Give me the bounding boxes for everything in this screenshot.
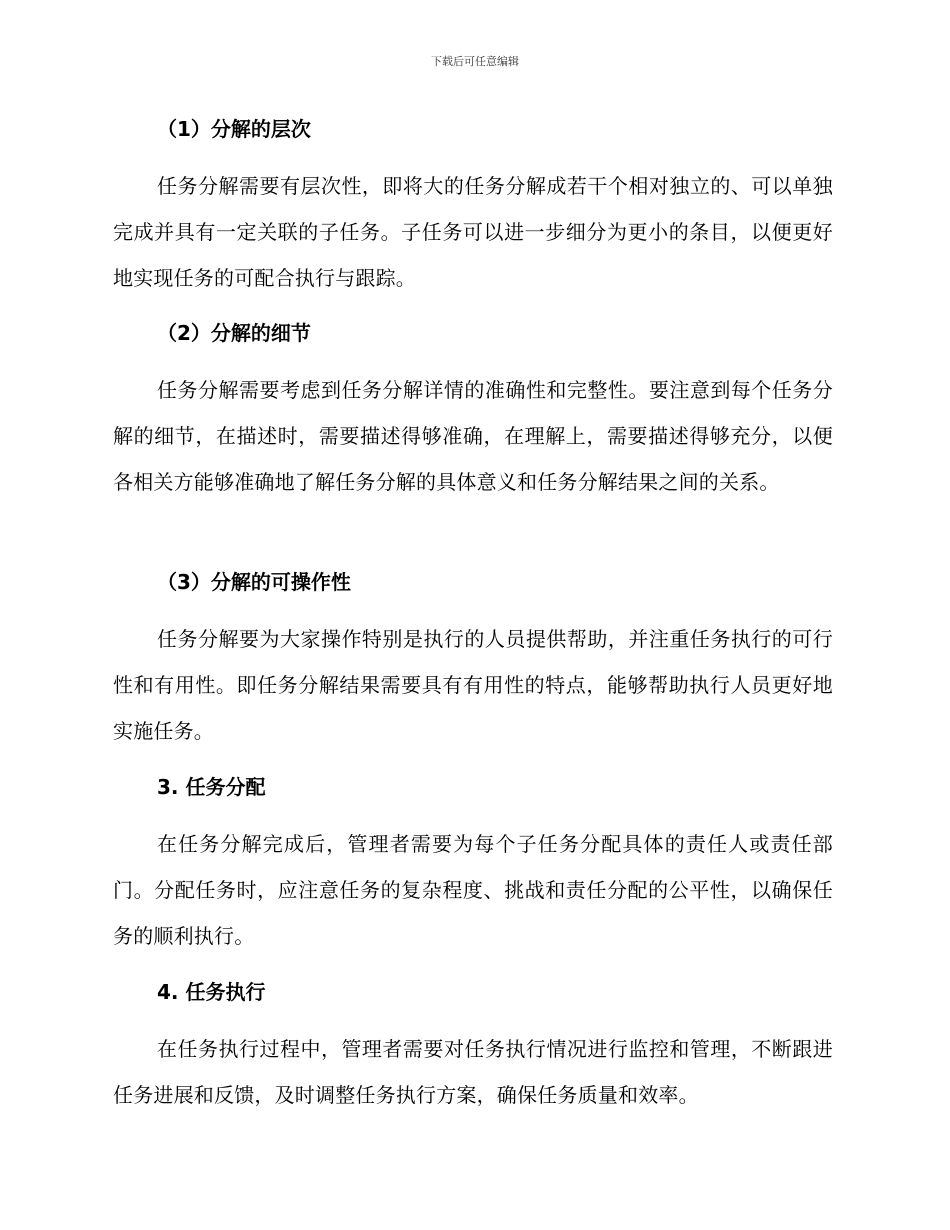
section-paragraph-task-execution: 在任务执行过程中，管理者需要对任务执行情况进行监控和管理，不断跟进任务进展和反馈，及时调整任务执行方案，确保任务质量和效率。 <box>113 1037 833 1107</box>
section-heading-operability: （3）分解的可操作性 <box>157 570 351 594</box>
section-heading-decomposition-details: （2）分解的细节 <box>157 321 311 345</box>
section-paragraph-operability: 任务分解要为大家操作特别是执行的人员提供帮助，并注重任务执行的可行性和有用性。即任务分解结果需要具有有用性的特点，能够帮助执行人员更好地实施任务。 <box>113 627 833 743</box>
section-heading-task-execution: 4. 任务执行 <box>157 980 266 1004</box>
section-heading-decomposition-levels: （1）分解的层次 <box>157 117 311 141</box>
section-heading-task-assignment: 3. 任务分配 <box>157 775 266 799</box>
page-header: 下载后可任意编辑 <box>431 55 519 68</box>
section-paragraph-decomposition-details: 任务分解需要考虑到任务分解详情的准确性和完整性。要注意到每个任务分解的细节，在描述时，需要描述得够准确，在理解上，需要描述得够充分，以便各相关方能够准确地了解任务分解的具体意义和任务分解结果之间的关系。 <box>113 378 833 494</box>
section-paragraph-decomposition-levels: 任务分解需要有层次性，即将大的任务分解成若干个相对独立的、可以单独完成并具有一定关联的子任务。子任务可以进一步细分为更小的条目，以便更好地实现任务的可配合执行与跟踪。 <box>113 174 833 290</box>
section-paragraph-task-assignment: 在任务分解完成后，管理者需要为每个子任务分配具体的责任人或责任部门。分配任务时，应注意任务的复杂程度、挑战和责任分配的公平性，以确保任务的顺利执行。 <box>113 832 833 948</box>
